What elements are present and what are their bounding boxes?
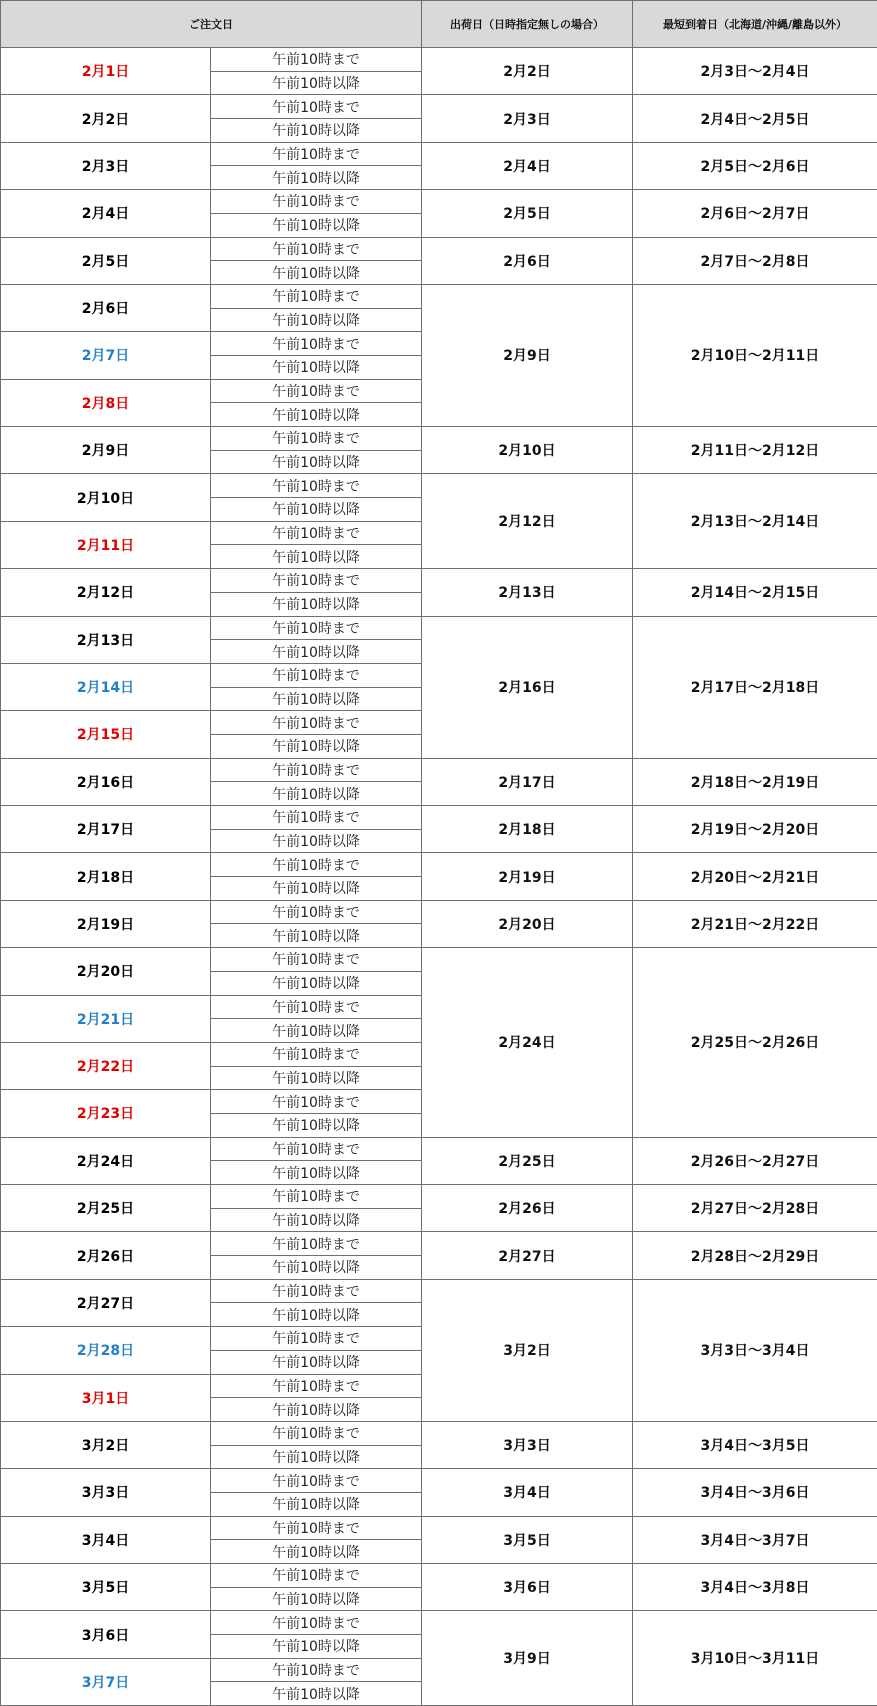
cutoff-time-cell: 午前10時以降 xyxy=(211,545,422,569)
arrival-date-header: 最短到着日（北海道/沖縄/離島以外） xyxy=(633,1,877,48)
arrival-date-cell: 2月11日～2月12日 xyxy=(633,427,877,474)
ship-date-cell: 2月26日 xyxy=(422,1185,633,1232)
cutoff-time-cell: 午前10時まで xyxy=(211,1232,422,1256)
table-row xyxy=(1,853,877,877)
table-row xyxy=(1,806,877,830)
ship-date-cell: 2月2日 xyxy=(422,48,633,95)
table-row xyxy=(1,1469,877,1493)
cutoff-time-cell: 午前10時以降 xyxy=(211,71,422,95)
ship-date-cell: 3月6日 xyxy=(422,1564,633,1611)
order-date-cell: 3月1日 xyxy=(1,1374,211,1421)
table-row xyxy=(1,190,877,214)
cutoff-time-cell: 午前10時まで xyxy=(211,284,422,308)
ship-date-cell: 2月16日 xyxy=(422,616,633,758)
cutoff-time-cell: 午前10時まで xyxy=(211,711,422,735)
arrival-date-cell: 3月10日～3月11日 xyxy=(633,1611,877,1706)
table-row xyxy=(1,758,877,782)
order-date-cell: 2月4日 xyxy=(1,190,211,237)
arrival-date-cell: 3月4日～3月5日 xyxy=(633,1421,877,1468)
cutoff-time-cell: 午前10時まで xyxy=(211,1090,422,1114)
ship-date-cell: 2月17日 xyxy=(422,758,633,805)
order-date-cell: 2月25日 xyxy=(1,1185,211,1232)
cutoff-time-cell: 午前10時以降 xyxy=(211,782,422,806)
arrival-date-cell: 2月13日～2月14日 xyxy=(633,474,877,569)
order-date-header: ご注文日 xyxy=(1,1,422,48)
table-row xyxy=(1,427,877,451)
arrival-date-cell: 2月5日～2月6日 xyxy=(633,142,877,189)
table-row xyxy=(1,48,877,72)
cutoff-time-cell: 午前10時以降 xyxy=(211,592,422,616)
ship-date-cell: 2月27日 xyxy=(422,1232,633,1279)
cutoff-time-cell: 午前10時まで xyxy=(211,948,422,972)
table-row xyxy=(1,948,877,972)
table-row xyxy=(1,142,877,166)
cutoff-time-cell: 午前10時まで xyxy=(211,1516,422,1540)
cutoff-time-cell: 午前10時以降 xyxy=(211,829,422,853)
order-date-cell: 3月2日 xyxy=(1,1421,211,1468)
order-date-cell: 2月7日 xyxy=(1,332,211,379)
order-date-cell: 2月12日 xyxy=(1,569,211,616)
arrival-date-cell: 2月28日～2月29日 xyxy=(633,1232,877,1279)
ship-date-cell: 2月13日 xyxy=(422,569,633,616)
table-row xyxy=(1,1564,877,1588)
table-row xyxy=(1,900,877,924)
cutoff-time-cell: 午前10時以降 xyxy=(211,1682,422,1706)
order-date-cell: 2月14日 xyxy=(1,663,211,710)
cutoff-time-cell: 午前10時以降 xyxy=(211,355,422,379)
cutoff-time-cell: 午前10時まで xyxy=(211,806,422,830)
cutoff-time-cell: 午前10時以降 xyxy=(211,1635,422,1659)
arrival-date-cell: 2月26日～2月27日 xyxy=(633,1137,877,1184)
cutoff-time-cell: 午前10時以降 xyxy=(211,119,422,143)
cutoff-time-cell: 午前10時まで xyxy=(211,237,422,261)
cutoff-time-cell: 午前10時以降 xyxy=(211,261,422,285)
cutoff-time-cell: 午前10時まで xyxy=(211,900,422,924)
cutoff-time-cell: 午前10時まで xyxy=(211,1185,422,1209)
table-row xyxy=(1,1232,877,1256)
order-date-cell: 2月11日 xyxy=(1,521,211,568)
order-date-cell: 3月3日 xyxy=(1,1469,211,1516)
table-row xyxy=(1,1279,877,1303)
arrival-date-cell: 3月4日～3月8日 xyxy=(633,1564,877,1611)
cutoff-time-cell: 午前10時まで xyxy=(211,1374,422,1398)
ship-date-cell: 2月20日 xyxy=(422,900,633,947)
arrival-date-cell: 2月18日～2月19日 xyxy=(633,758,877,805)
ship-date-cell: 3月9日 xyxy=(422,1611,633,1706)
arrival-date-cell: 3月4日～3月6日 xyxy=(633,1469,877,1516)
table-row xyxy=(1,1137,877,1161)
order-date-cell: 2月5日 xyxy=(1,237,211,284)
cutoff-time-cell: 午前10時以降 xyxy=(211,1540,422,1564)
order-date-cell: 2月9日 xyxy=(1,427,211,474)
order-date-cell: 2月20日 xyxy=(1,948,211,995)
cutoff-time-cell: 午前10時以降 xyxy=(211,687,422,711)
cutoff-time-cell: 午前10時以降 xyxy=(211,450,422,474)
table-row xyxy=(1,95,877,119)
table-header-row xyxy=(1,1,877,48)
ship-date-cell: 3月2日 xyxy=(422,1279,633,1421)
cutoff-time-cell: 午前10時以降 xyxy=(211,1492,422,1516)
cutoff-time-cell: 午前10時まで xyxy=(211,190,422,214)
order-date-cell: 2月22日 xyxy=(1,1042,211,1089)
arrival-date-cell: 3月3日～3月4日 xyxy=(633,1279,877,1421)
arrival-date-cell: 2月7日～2月8日 xyxy=(633,237,877,284)
table-row xyxy=(1,237,877,261)
ship-date-cell: 2月19日 xyxy=(422,853,633,900)
order-date-cell: 2月19日 xyxy=(1,900,211,947)
order-date-cell: 2月16日 xyxy=(1,758,211,805)
cutoff-time-cell: 午前10時以降 xyxy=(211,498,422,522)
cutoff-time-cell: 午前10時以降 xyxy=(211,166,422,190)
cutoff-time-cell: 午前10時まで xyxy=(211,1279,422,1303)
cutoff-time-cell: 午前10時以降 xyxy=(211,308,422,332)
arrival-date-cell: 2月25日～2月26日 xyxy=(633,948,877,1138)
ship-date-cell: 2月5日 xyxy=(422,190,633,237)
ship-date-cell: 2月9日 xyxy=(422,284,633,426)
schedule-body xyxy=(1,48,877,1706)
ship-date-cell: 3月5日 xyxy=(422,1516,633,1563)
arrival-date-cell: 2月21日～2月22日 xyxy=(633,900,877,947)
order-date-cell: 2月27日 xyxy=(1,1279,211,1326)
arrival-date-cell: 2月6日～2月7日 xyxy=(633,190,877,237)
cutoff-time-cell: 午前10時以降 xyxy=(211,1398,422,1422)
order-date-cell: 2月18日 xyxy=(1,853,211,900)
cutoff-time-cell: 午前10時まで xyxy=(211,1327,422,1351)
arrival-date-cell: 3月4日～3月7日 xyxy=(633,1516,877,1563)
order-date-cell: 3月7日 xyxy=(1,1658,211,1705)
ship-date-cell: 2月18日 xyxy=(422,806,633,853)
cutoff-time-cell: 午前10時以降 xyxy=(211,924,422,948)
cutoff-time-cell: 午前10時まで xyxy=(211,1137,422,1161)
cutoff-time-cell: 午前10時以降 xyxy=(211,1445,422,1469)
table-row xyxy=(1,474,877,498)
cutoff-time-cell: 午前10時まで xyxy=(211,142,422,166)
order-date-cell: 2月21日 xyxy=(1,995,211,1042)
order-date-cell: 2月24日 xyxy=(1,1137,211,1184)
cutoff-time-cell: 午前10時以降 xyxy=(211,1019,422,1043)
arrival-date-cell: 2月27日～2月28日 xyxy=(633,1185,877,1232)
order-date-cell: 2月15日 xyxy=(1,711,211,758)
table-row xyxy=(1,1185,877,1209)
ship-date-cell: 2月6日 xyxy=(422,237,633,284)
table-row xyxy=(1,1516,877,1540)
cutoff-time-cell: 午前10時以降 xyxy=(211,1256,422,1280)
ship-date-cell: 2月3日 xyxy=(422,95,633,142)
order-date-cell: 3月6日 xyxy=(1,1611,211,1658)
ship-date-cell: 3月3日 xyxy=(422,1421,633,1468)
order-date-cell: 3月4日 xyxy=(1,1516,211,1563)
table-row xyxy=(1,1421,877,1445)
table-row xyxy=(1,284,877,308)
cutoff-time-cell: 午前10時まで xyxy=(211,1042,422,1066)
order-date-cell: 2月17日 xyxy=(1,806,211,853)
cutoff-time-cell: 午前10時まで xyxy=(211,1564,422,1588)
cutoff-time-cell: 午前10時まで xyxy=(211,1658,422,1682)
cutoff-time-cell: 午前10時まで xyxy=(211,569,422,593)
arrival-date-cell: 2月14日～2月15日 xyxy=(633,569,877,616)
ship-date-header: 出荷日（日時指定無しの場合） xyxy=(422,1,633,48)
cutoff-time-cell: 午前10時以降 xyxy=(211,213,422,237)
cutoff-time-cell: 午前10時以降 xyxy=(211,1350,422,1374)
cutoff-time-cell: 午前10時以降 xyxy=(211,1303,422,1327)
cutoff-time-cell: 午前10時以降 xyxy=(211,403,422,427)
order-date-cell: 2月13日 xyxy=(1,616,211,663)
table-row xyxy=(1,1611,877,1635)
cutoff-time-cell: 午前10時まで xyxy=(211,995,422,1019)
ship-date-cell: 2月25日 xyxy=(422,1137,633,1184)
table-row xyxy=(1,569,877,593)
cutoff-time-cell: 午前10時以降 xyxy=(211,1587,422,1611)
cutoff-time-cell: 午前10時まで xyxy=(211,1421,422,1445)
cutoff-time-cell: 午前10時まで xyxy=(211,332,422,356)
ship-date-cell: 3月4日 xyxy=(422,1469,633,1516)
order-date-cell: 2月23日 xyxy=(1,1090,211,1137)
cutoff-time-cell: 午前10時まで xyxy=(211,1469,422,1493)
cutoff-time-cell: 午前10時以降 xyxy=(211,877,422,901)
cutoff-time-cell: 午前10時まで xyxy=(211,663,422,687)
cutoff-time-cell: 午前10時まで xyxy=(211,95,422,119)
cutoff-time-cell: 午前10時以降 xyxy=(211,1113,422,1137)
order-date-cell: 2月28日 xyxy=(1,1327,211,1374)
cutoff-time-cell: 午前10時まで xyxy=(211,1611,422,1635)
cutoff-time-cell: 午前10時まで xyxy=(211,48,422,72)
cutoff-time-cell: 午前10時まで xyxy=(211,379,422,403)
cutoff-time-cell: 午前10時まで xyxy=(211,521,422,545)
arrival-date-cell: 2月4日～2月5日 xyxy=(633,95,877,142)
cutoff-time-cell: 午前10時まで xyxy=(211,758,422,782)
arrival-date-cell: 2月17日～2月18日 xyxy=(633,616,877,758)
cutoff-time-cell: 午前10時まで xyxy=(211,474,422,498)
ship-date-cell: 2月12日 xyxy=(422,474,633,569)
cutoff-time-cell: 午前10時まで xyxy=(211,616,422,640)
cutoff-time-cell: 午前10時まで xyxy=(211,427,422,451)
order-date-cell: 3月5日 xyxy=(1,1564,211,1611)
ship-date-cell: 2月10日 xyxy=(422,427,633,474)
ship-date-cell: 2月24日 xyxy=(422,948,633,1138)
ship-date-cell: 2月4日 xyxy=(422,142,633,189)
order-date-cell: 2月26日 xyxy=(1,1232,211,1279)
cutoff-time-cell: 午前10時以降 xyxy=(211,734,422,758)
arrival-date-cell: 2月20日～2月21日 xyxy=(633,853,877,900)
table-row xyxy=(1,616,877,640)
cutoff-time-cell: 午前10時以降 xyxy=(211,1161,422,1185)
order-date-cell: 2月10日 xyxy=(1,474,211,521)
order-date-cell: 2月8日 xyxy=(1,379,211,426)
order-date-cell: 2月1日 xyxy=(1,48,211,95)
cutoff-time-cell: 午前10時以降 xyxy=(211,1066,422,1090)
arrival-date-cell: 2月3日～2月4日 xyxy=(633,48,877,95)
arrival-date-cell: 2月10日～2月11日 xyxy=(633,284,877,426)
cutoff-time-cell: 午前10時以降 xyxy=(211,1208,422,1232)
cutoff-time-cell: 午前10時以降 xyxy=(211,971,422,995)
order-date-cell: 2月6日 xyxy=(1,284,211,331)
cutoff-time-cell: 午前10時以降 xyxy=(211,640,422,664)
order-date-cell: 2月3日 xyxy=(1,142,211,189)
cutoff-time-cell: 午前10時まで xyxy=(211,853,422,877)
order-date-cell: 2月2日 xyxy=(1,95,211,142)
arrival-date-cell: 2月19日～2月20日 xyxy=(633,806,877,853)
